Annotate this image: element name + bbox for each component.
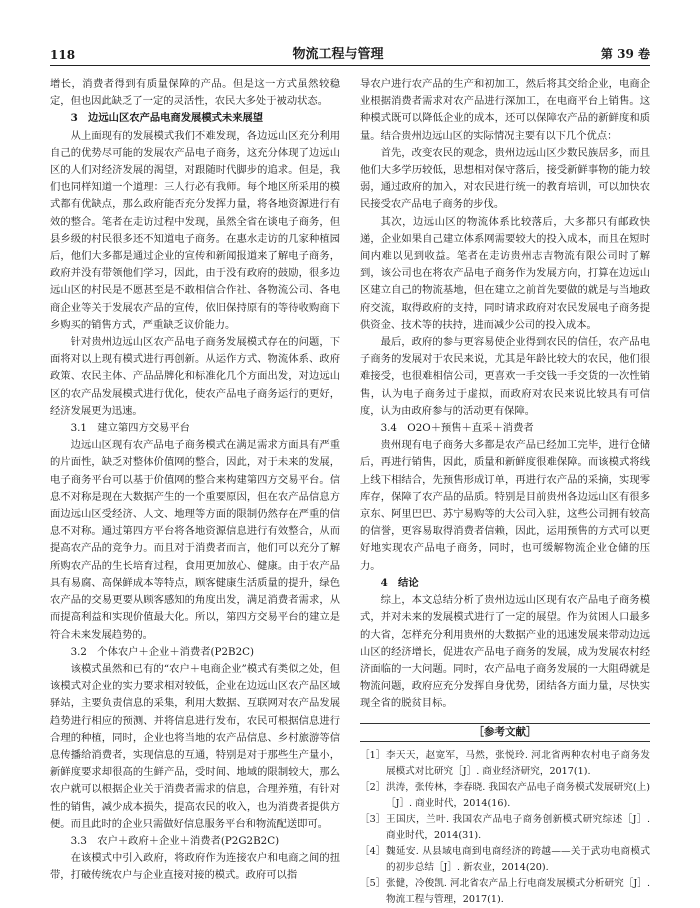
subsection-heading: 3.1 建立第四方交易平台 xyxy=(70,422,190,435)
right-column xyxy=(360,76,650,905)
subsection-heading: 3.3 农户＋政府＋企业＋消费者(P2G2B2C) xyxy=(70,834,280,847)
section-heading: 3 边远山区农产品电商发展模式未来展望 xyxy=(70,112,264,125)
paragraph: 最后，政府的参与更容易使企业得到农民的信任，农产品电子商务的发展对于农民来说，尤其是年龄比较大的农民，他们很难接受，也很难相信公司，更喜欢一手交钱一手交货的一次性销售，认为电子商务过于虚拟，而政府对农民来说比较具有可信度，认为由政府参与的活动更有保障。 xyxy=(360,336,650,417)
paragraph: 增长，消费者得到有质量保障的产品。但是这一方式虽然较稳定，但也因此缺乏了一定的灵活性，农民大多处于被动状态。 xyxy=(50,78,340,108)
paragraph: 其次，边远山区的物流体系比较落后，大多都只有邮政快递，企业如果自己建立体系网需要较大的投入成本，而且在短时间内难以见到收益。笔者在走访贵州志吉物流有限公司时了解到，该公司也在将农产品电子商务作为发展方向，打算在边远山区建立自己的物流基地，但在建立之前首先要做的就是与当地政府交流，取得政府的支持，同时请求政府对农民发展电子商务提供资金、技术等的扶持，进而减少公司的投入成本。 xyxy=(360,215,650,331)
reference-number: ［2］ xyxy=(360,781,386,793)
reference-number: ［4］ xyxy=(360,845,386,857)
reference-number: ［5］ xyxy=(360,877,386,889)
reference-item xyxy=(360,844,650,876)
references-title: ［参考文献］ xyxy=(360,723,650,742)
paragraph: 边远山区现有农产品电子商务模式在满足需求方面具有严重的片面性，缺乏对整体价值网的整合，因此，对于未来的发展，电子商务平台可以基于价值网的整合来构建第四方交易平台。信息不对称是现在大数据产生的一个重要原因，但在农产品信息方面边远山区受经济、人文、地理等方面的限制仍然存在严重的信息不对称。通过第四方平台将各地资源信息进行有效整合，从而提高农产品的竞争力。而且对于消费者而言，他们可以充分了解所购农产品的生长培育过程，食用更加放心、健康。由于农产品具有易腐、高保鲜成本等特点，顾客健康生活质量的提升，绿色农产品的交易更要从顾客感知的角度出发，满足消费者需求，从而提高利益和实现价值最大化。所以，第四方交易平台的建立是符合未来发展趋势的。 xyxy=(50,439,340,641)
running-header xyxy=(50,44,650,66)
reference-item xyxy=(360,780,650,812)
paragraph: 该模式虽然和已有的“农户＋电商企业”模式有类似之处，但该模式对企业的实力要求相对较低，企业在边远山区农产品区域驿站，主要负责信息的采集，利用大数据、互联网对农产品发展趋势进行相应的预测、并将信息进行发布，农民可根据信息进行合理的种植，同时，企业也将当地的农产品信息、乡村旅游等信息传播给消费者，实现信息的互通，特别是对于那些生产量小，新鲜度要求却很高的生鲜产品，受时间、地域的限制较大，那么农户就可以根据企业关于消费者需求的信息，合理养殖，有针对性的销售，减少成本损失，提高农民的收入，也为消费者提供方便。而且此时的企业只需做好信息服务平台和物流配送即可。 xyxy=(50,662,340,830)
reference-text: 张健，冷俊凯. 河北省农产品上行电商发展模式分析研究［J］. 物流工程与管理，2017(1). xyxy=(386,877,650,905)
subsection-heading: 3.4 O2O＋预售＋直采＋消费者 xyxy=(380,422,534,435)
paragraph: 导农户进行农产品的生产和初加工，然后将其交给企业，电商企业根据消费者需求对农产品进行深加工，在电商平台上销售。这种模式既可以降低企业的成本，还可以保障农产品的新鲜度和质量。结合贵州边远山区的实际情况主要有以下几个优点： xyxy=(360,78,650,142)
reference-item xyxy=(360,812,650,844)
reference-number: ［3］ xyxy=(360,813,386,825)
paragraph: 综上，本文总结分析了贵州边远山区现有农产品电子商务模式，并对未来的发展模式进行了一定的展望。作为贫困人口最多的大省，怎样充分利用贵州的大数据产业的迅速发展来带动边远山区的经济增长，促进农产品电子商务的发展，成为发展农村经济面临的一大问题。同时，农产品电子商务发展的一大阻碍就是物流问题，政府应充分发挥自身优势，团结各方面力量，尽快实现全省的脱贫目标。 xyxy=(360,594,650,710)
reference-item xyxy=(360,748,650,780)
page-number: 118 xyxy=(50,48,76,62)
subsection-heading: 3.2 个体农户＋企业＋消费者(P2B2C) xyxy=(70,645,255,658)
paragraph: 首先，改变农民的观念，贵州边远山区少数民族居多，而且他们大多学历较低，思想相对保守落后，接受新鲜事物的能力较弱，通过政府的加入，对农民进行统一的教育培训，可以加快农民接受农产品电子商务的步伐。 xyxy=(360,146,650,211)
reference-text: 洪涛，张传林，李春晓. 我国农产品电子商务模式发展研究(上)［J］. 商业时代，2014(16). xyxy=(386,781,650,809)
reference-list xyxy=(360,748,650,908)
paragraph: 从上面现有的发展模式我们不难发现，各边远山区充分利用自己的优势尽可能的发展农产品电子商务，这充分体现了边远山区的人们对经济发展的渴望，对跟随时代脚步的追求。但是，我们也同样知道一个道理：三人行必有我师。每个地区所采用的模式都有优缺点，那么政府能否充分发挥力量，将各地资源进行有效的整合。笔者在走访过程中发现，虽然全省在谈电子商务，但县乡级的村民很多还不知道电子商务。在惠水走访的几家种植园后，他们大多都是通过企业的宣传和新闻报道来了解电子商务，政府并没有带领他们学习，因此，由于没有政府的鼓励，很多边远山区的村民是不愿甚至是不敢相信合作社、各物流公司、各电商企业等关于发展农产品的宣传，依旧保持原有的等待收购商下乡购买的销售方式，严重缺乏议价能力。 xyxy=(50,129,340,331)
paragraph: 针对贵州边远山区农产品电子商务发展模式存在的问题，下面将对以上现有模式进行再创新。从运作方式、物流体系、政府政策、农民主体、产品品牌化和标准化几个方面出发，对边远山区的农产品发展模式进行优化，使农产品电子商务运行的更好，经济发展更为迅速。 xyxy=(50,336,340,417)
reference-text: 李天天，赵宽军，马然，张悦玲. 河北省两种农村电子商务发展模式对比研究［J］. 商业经济研究，2017(1). xyxy=(386,749,650,777)
journal-name: 物流工程与管理 xyxy=(292,47,384,62)
reference-text: 王国庆，兰叶. 我国农产品电子商务创新模式研究综述［J］. 商业时代，2014(31). xyxy=(386,813,650,841)
left-column xyxy=(50,76,340,880)
paragraph: 贵州现有电子商务大多都是农产品已经加工完毕，进行仓储后，再进行销售，因此，质量和新鲜度很难保障。而该模式将线上线下相结合，先预售形成订单，再进行农产品的采摘，实现零库存，保障了农产品的品质。特别是目前贵州各边远山区有很多京东、阿里巴巴、苏宁易购等的大公司入驻，这些公司拥有较高的信誉，更容易取得消费者信赖，因此，运用预售的方式可以更好地实现农产品电子商务，同时，也可缓解物流企业仓储的压力。 xyxy=(360,439,650,572)
reference-item xyxy=(360,876,650,908)
two-column-body xyxy=(50,76,650,905)
section-heading: 4 结论 xyxy=(380,576,419,589)
reference-number: ［1］ xyxy=(360,749,386,761)
paragraph: 在该模式中引入政府，将政府作为连接农户和电商之间的扭带，打破传统农户与企业直接对接的模式。政府可以指 xyxy=(50,852,340,882)
reference-text: 魏延安. 从县域电商到电商经济的跨越——关于武功电商模式的初步总结［J］. 新农业，2014(20). xyxy=(386,845,650,873)
volume-label: 第 39 卷 xyxy=(600,47,650,61)
